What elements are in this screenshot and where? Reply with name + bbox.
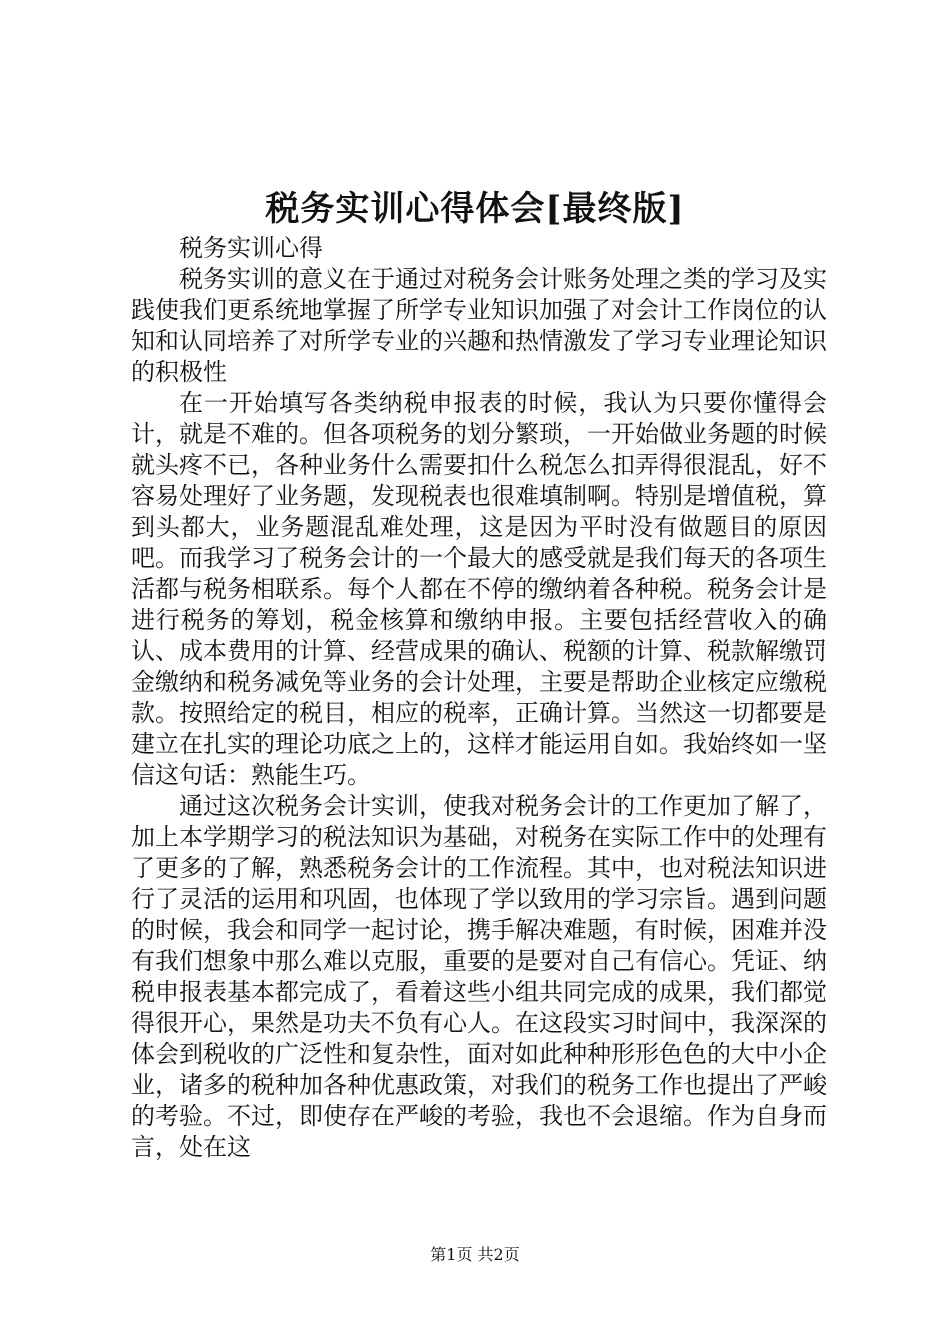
document-body (131, 233, 827, 1163)
paragraph-3: 通过这次税务会计实训，使我对税务会计的工作更加了解了，加上本学期学习的税法知识为基础，对税务在实际工作中的处理有了更多的了解，熟悉税务会计的工作流程。其中，也对税法知识进行了灵活的运用和巩固，也体现了学以致用的学习宗旨。遇到问题的时候，我会和同学一起讨论，携手解决难题，有时候，困难并没有我们想象中那么难以克服，重要的是要对自己有信心。凭证、纳税申报表基本都完成了，看着这些小组共同完成的成果，我们都觉得很开心，果然是功夫不负有心人。在这段实习时间中，我深深的体会到税收的广泛性和复杂性，面对如此种种形形色色的大中小企业，诸多的税种加各种优惠政策，对我们的税务工作也提出了严峻的考验。不过，即使存在严峻的考验，我也不会退缩。作为自身而言，处在这 (131, 792, 827, 1161)
page-number-footer: 第1页 共2页 (430, 1245, 520, 1264)
document-subtitle: 税务实训心得 (179, 234, 323, 262)
paragraph-2: 在一开始填写各类纳税申报表的时候，我认为只要你懂得会计，就是不难的。但各项税务的划分繁琐，一开始做业务题的时候就头疼不已，各种业务什么需要扣什么税怎么扣弄得很混乱，好不容易处理好了业务题，发现税表也很难填制啊。特别是增值税，算到头都大，业务题混乱难处理，这是因为平时没有做题目的原因吧。而我学习了税务会计的一个最大的感受就是我们每天的各项生活都与税务相联系。每个人都在不停的缴纳着各种税。税务会计是进行税务的筹划，税金核算和缴纳申报。主要包括经营收入的确认、成本费用的计算、经营成果的确认、税额的计算、税款解缴罚金缴纳和税务减免等业务的会计处理，主要是帮助企业核定应缴税款。按照给定的税目，相应的税率，正确计算。当然这一切都要是建立在扎实的理论功底之上的，这样才能运用自如。我始终如一坚信这句话：熟能生巧。 (131, 389, 827, 789)
paragraph-1: 税务实训的意义在于通过对税务会计账务处理之类的学习及实践使我们更系统地掌握了所学专业知识加强了对会计工作岗位的认知和认同培养了对所学专业的兴趣和热情激发了学习专业理论知识的积极性 (131, 265, 827, 386)
document-title: 税务实训心得体会[最终版] (265, 189, 685, 229)
